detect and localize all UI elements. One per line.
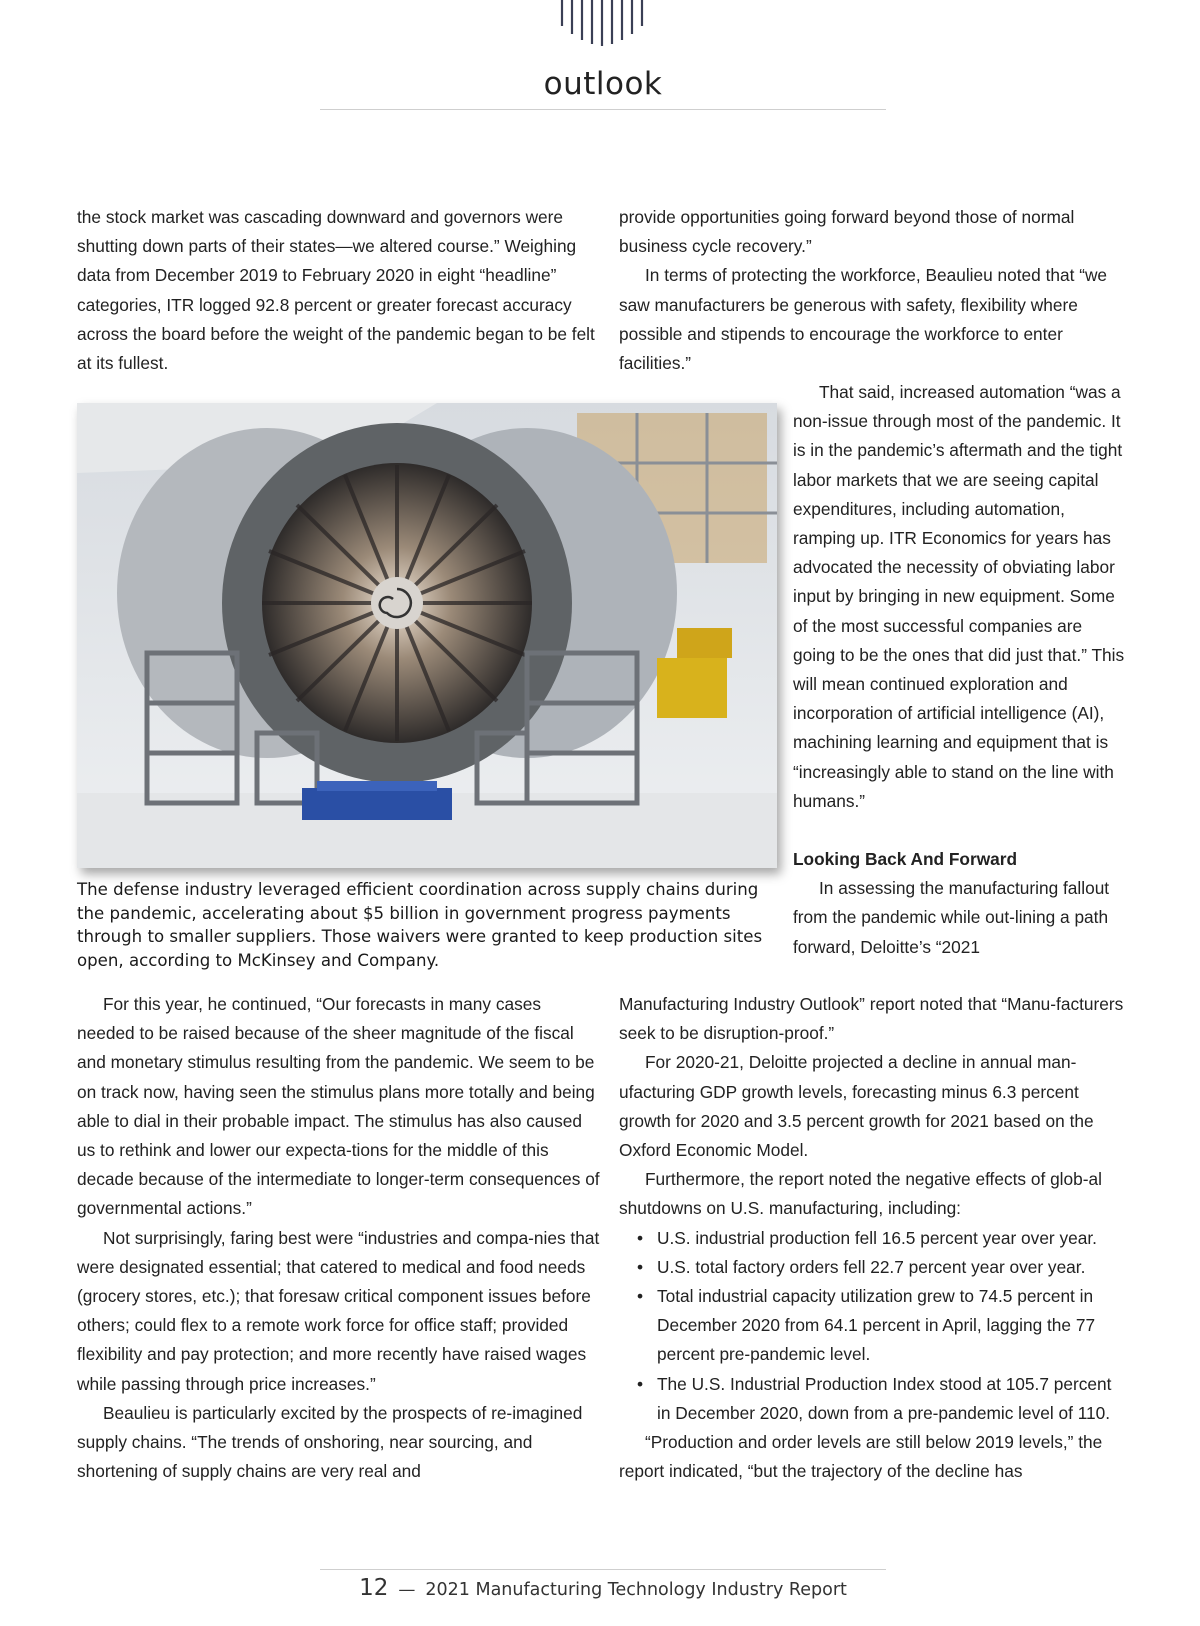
right-column-bottom [619,990,1127,1486]
page-footer [0,1575,1200,1601]
header-rule [320,109,886,110]
bullet-item: • U.S. total factory orders fell 22.7 percent year over year. [657,1253,1127,1282]
body-paragraph: the stock market was cascading downward and governors were shutting down parts of their states—we altered course.” Weighing data from December 2019 to February 2020 in eight “headline” categories, ITR logged 92.8 percent or greater forecast accuracy across the board before the weight of the pandemic began to be felt at its fullest. [77,207,595,374]
bullet-item: • U.S. industrial production fell 16.5 percent year over year. [657,1224,1127,1253]
body-paragraph: That said, increased automation “was a non-issue through most of the pandemic. It is in the pandemic’s aftermath and the tight labor markets that we are seeing capital expenditures, including automation, ramping up. ITR Economics for years has advocated the necessity of obviating labor input by bringing in new equipment. Some of the most successful companies are going to be the ones that did just that.” This will mean continued exploration and incorporation of artificial intelligence (AI), machining learning and equipment that is “increasingly able to stand on the line with humans.” [793,382,1125,811]
body-paragraph: For 2020-21, Deloitte projected a decline in annual man-ufacturing GDP growth levels, forecasting minus 6.3 percent growth for 2020 and 3.5 percent growth for 2021 based on the Oxford Economic Model. [619,1052,1094,1161]
body-paragraph: Furthermore, the report noted the negative effects of glob-al shutdowns on U.S. manufacturing, including: [619,1169,1102,1219]
photo-caption: The defense industry leveraged efficient coordination across supply chains during the pandemic, accelerating about $5 billion in government progress payments through to smaller suppliers. Those waivers were granted to keep production sites open, according to McKinsey and Company. [77,880,763,970]
left-column-bottom [77,990,602,1486]
right-narrow-column [793,378,1128,962]
body-paragraph: Beaulieu is particularly excited by the prospects of re-imagined supply chains. “The trends of onshoring, near sourcing, and shortening of supply chains are very real and [77,1402,583,1482]
body-paragraph: Manufacturing Industry Outlook” report noted that “Manu-facturers seek to be disruption-proof.” [619,994,1124,1044]
body-paragraph: In terms of protecting the workforce, Beaulieu noted that “we saw manufacturers be generous with safety, flexibility where possible and stipends to encourage the workforce to enter facilities.” [619,265,1108,374]
bullet-list [619,1224,1127,1428]
section-title: outlook [543,66,663,102]
bullet-item: • Total industrial capacity utilization grew to 74.5 percent in December 2020 from 64.1 percent in April, lagging the 77 percent pre-pandemic level. [657,1282,1127,1370]
right-column-top [619,203,1124,378]
body-paragraph: For this year, he continued, “Our forecasts in many cases needed to be raised because of the sheer magnitude of the fiscal and monetary stimulus resulting from the pandemic. We seem to be on track now, having seen the stimulus plans more totally and being able to dial in their probable impact. The stimulus has also caused us to rethink and lower our expecta-tions for the middle of this decade because of the intermediate to longer-term consequences of governmental actions.” [77,994,600,1219]
body-paragraph: Not surprisingly, faring best were “industries and compa-nies that were designated essential; that catered to medical and food needs (grocery stores, etc.); that foresaw critical component issues before others; could flex to a remote work force for office staff; provided flexibility and pay protection; and more recently have raised wages while passing through price increases.” [77,1227,600,1394]
page-number: 12 [359,1575,389,1601]
footer-dash: — [398,1580,416,1600]
footer-rule [320,1569,886,1570]
bullet-item: • The U.S. Industrial Production Index stood at 105.7 percent in December 2020, down from a pre-pandemic level of 110. [657,1370,1127,1428]
body-paragraph: “Production and order levels are still below 2019 levels,” the report indicated, “but the trajectory of the decline has [619,1432,1103,1482]
body-paragraph: In assessing the manufacturing fallout from the pandemic while out-lining a path forward, Deloitte’s “2021 [793,878,1110,957]
section-subhead: Looking Back And Forward [793,849,1018,870]
body-paragraph: provide opportunities going forward beyond those of normal business cycle recovery.” [619,207,1075,257]
jet-engine-photo [77,403,777,868]
masthead-lines [560,0,644,48]
publication-title: 2021 Manufacturing Technology Industry Report [425,1580,847,1600]
left-column-top [77,203,597,378]
